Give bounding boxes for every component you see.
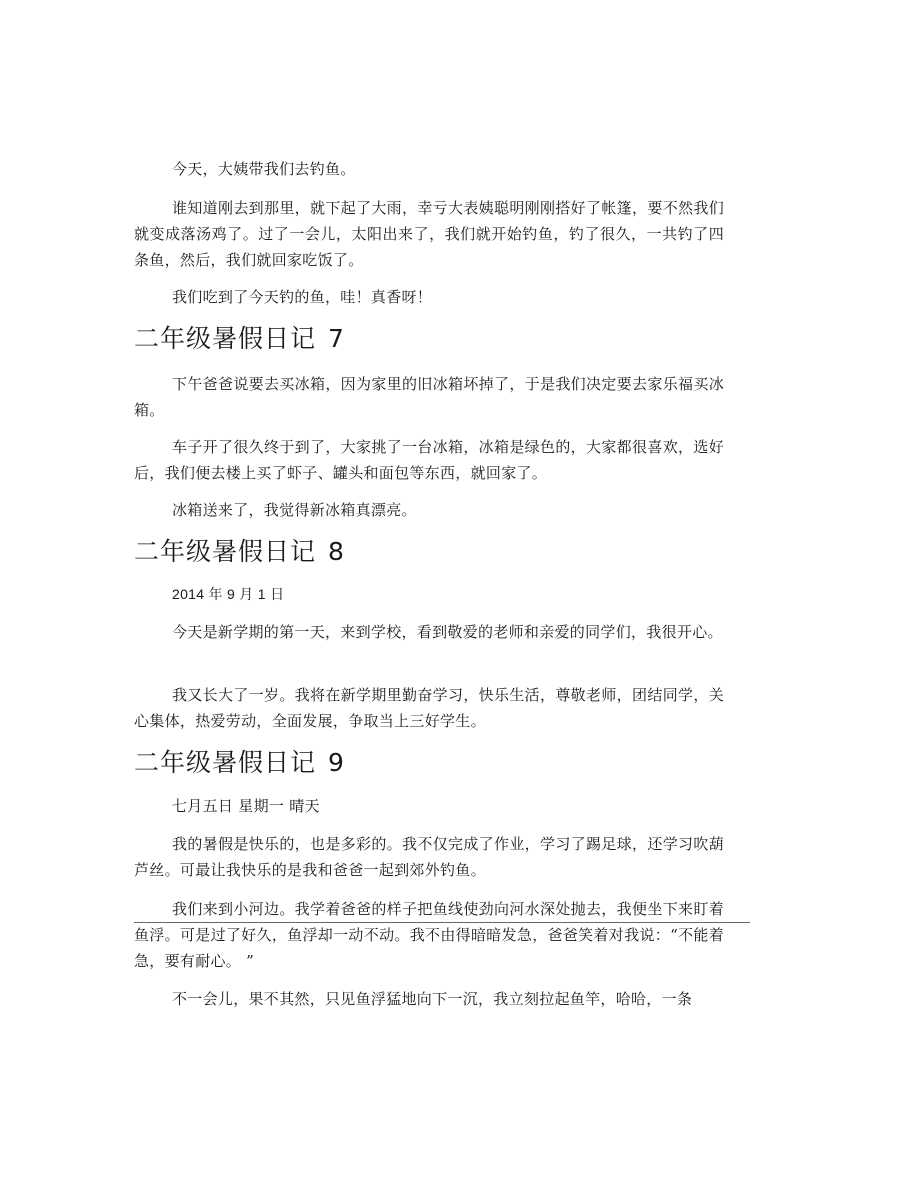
paragraph: 谁知道刚去到那里，就下起了大雨，幸亏大表姨聪明刚刚搭好了帐篷，要不然我们就变成落汤鸡了。过了一会儿，太阳出来了，我们就开始钓鱼，钓了很久，一共钓了四条鱼，然后，我们就回家吃饭了。 <box>134 199 724 269</box>
paragraph: 我又长大了一岁。我将在新学期里勤奋学习，快乐生活，尊敬老师，团结同学，关心集体，热爱劳动，全面发展，争取当上三好学生。 <box>134 686 724 730</box>
paragraph: 车子开了很久终于到了，大家挑了一台冰箱，冰箱是绿色的，大家都很喜欢，选好后，我们便去楼上买了虾子、罐头和面包等东西，就回家了。 <box>134 438 724 482</box>
paragraph: 冰箱送来了，我觉得新冰箱真漂亮。 <box>172 501 417 519</box>
divider-line <box>134 922 750 923</box>
paragraph: 今天是新学期的第一天，来到学校，看到敬爱的老师和亲爱的同学们，我很开心。 <box>172 623 723 641</box>
paragraph: 今天，大姨带我们去钓鱼。 <box>172 160 356 178</box>
diary-date: 2014 年 9 月 1 日 <box>172 586 285 602</box>
heading-text: 二年级暑假日记 <box>134 324 317 353</box>
diary-heading <box>134 746 345 780</box>
heading-number: 8 <box>328 537 345 566</box>
paragraph: 我的暑假是快乐的，也是多彩的。我不仅完成了作业，学习了踢足球，还学习吹葫芦丝。可最让我快乐的是我和爸爸一起到郊外钓鱼。 <box>134 835 724 879</box>
heading-text: 二年级暑假日记 <box>134 748 317 777</box>
heading-number: 7 <box>328 324 345 353</box>
paragraph: 下午爸爸说要去买冰箱，因为家里的旧冰箱坏掉了，于是我们决定要去家乐福买冰箱。 <box>134 375 724 419</box>
paragraph: 我们来到小河边。我学着爸爸的样子把鱼线使劲向河水深处抛去，我便坐下来盯着鱼浮。可是过了好久，鱼浮却一动不动。我不由得暗暗发急，爸爸笑着对我说：“不能着急，要有耐心。 ” <box>134 900 724 970</box>
diary-date: 七月五日 星期一 晴天 <box>172 797 320 815</box>
heading-text: 二年级暑假日记 <box>134 537 317 566</box>
paragraph: 我们吃到了今天钓的鱼，哇！真香呀！ <box>172 288 433 306</box>
heading-number: 9 <box>328 748 345 777</box>
paragraph: 不一会儿，果不其然，只见鱼浮猛地向下一沉，我立刻拉起鱼竿，哈哈，一条 <box>172 990 693 1008</box>
diary-heading <box>134 322 345 356</box>
diary-heading <box>134 535 345 569</box>
